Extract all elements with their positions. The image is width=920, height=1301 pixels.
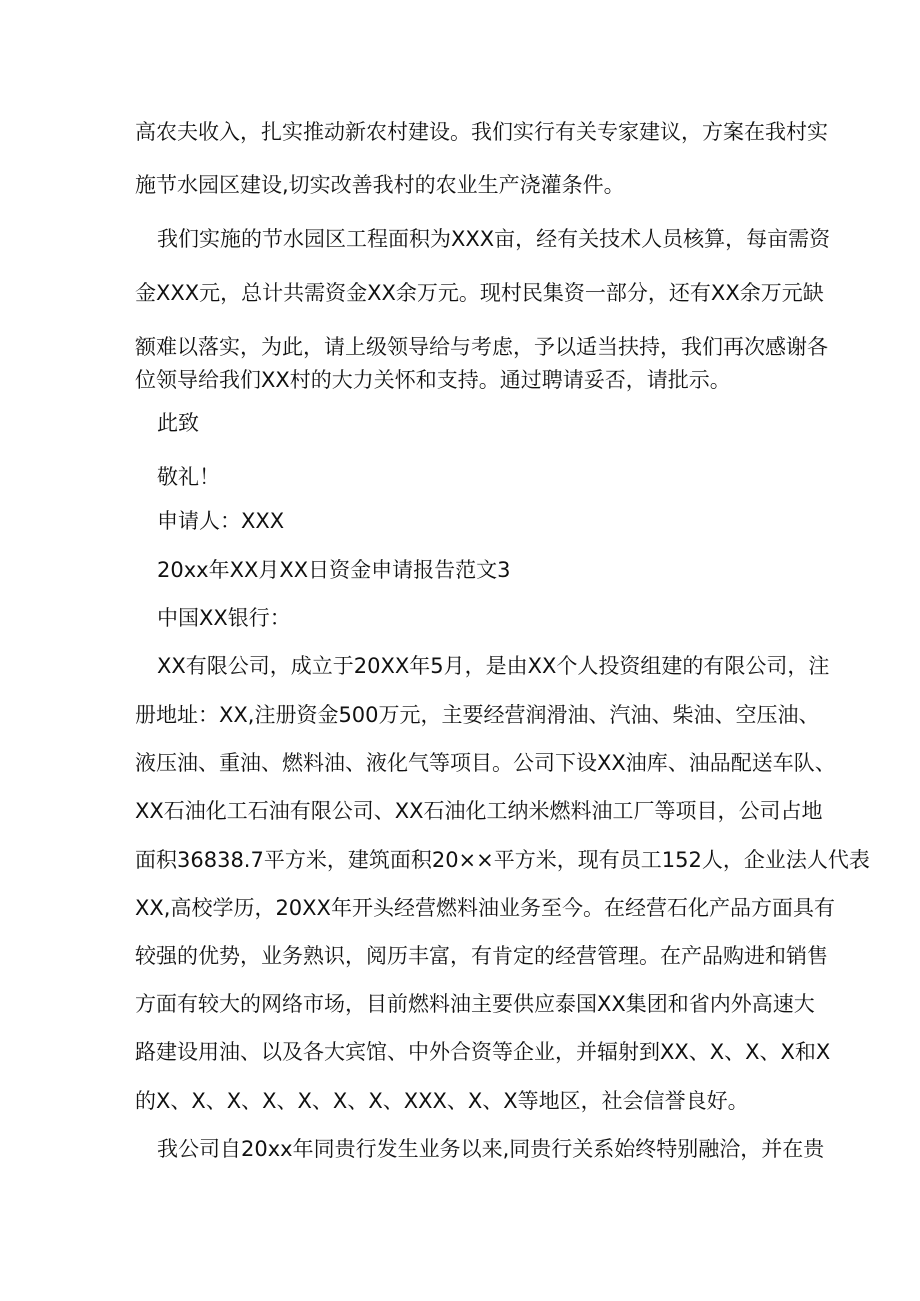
paragraph-line: 我们实施的节水园区工程面积为XXX亩，经有关技术人员核算，每亩需资 xyxy=(157,227,831,251)
applicant-line: 申请人：XXX xyxy=(157,509,285,533)
paragraph-line: 液压油、重油、燃料油、液化气等项目。公司下设XX油库、油品配送车队、 xyxy=(135,751,836,775)
paragraph-line: 金XXX元，总计共需资金XX余万元。现村民集资一部分，还有XX余万元缺 xyxy=(135,281,824,305)
closing-line: 此致 xyxy=(157,411,199,435)
paragraph-line: 高农夫收入，扎实推动新农村建设。我们实行有关专家建议，方案在我村实 xyxy=(135,120,828,144)
paragraph-line: 我公司自20xx年同贵行发生业务以来,同贵行关系始终特别融洽，并在贵 xyxy=(157,1137,825,1161)
paragraph-line: 路建设用油、以及各大宾馆、中外合资等企业，并辐射到XX、X、X、X和X xyxy=(135,1040,831,1064)
recipient-line: 中国XX银行： xyxy=(157,606,291,630)
greeting-line: 敬礼！ xyxy=(157,465,220,489)
paragraph-line: 施节水园区建设,切实改善我村的农业生产浇灌条件。 xyxy=(135,173,625,197)
paragraph-line: 册地址：XX,注册资金500万元，主要经营润滑油、汽油、柴油、空压油、 xyxy=(135,703,820,727)
paragraph-line: XX,高校学历，20XX年开头经营燃料油业务至今。在经营石化产品方面具有 xyxy=(135,896,835,920)
paragraph-line: 面积36838.7平方米，建筑面积20××平方米，现有员工152人，企业法人代表 xyxy=(135,848,870,872)
paragraph-line: 方面有较大的网络市场，目前燃料油主要供应泰国XX集团和省内外高速大 xyxy=(135,992,815,1016)
paragraph-line: XX有限公司，成立于20XX年5月，是由XX个人投资组建的有限公司，注 xyxy=(157,654,830,678)
paragraph-line: 额难以落实，为此，请上级领导给与考虑，予以适当扶持，我们再次感谢各 xyxy=(135,335,828,359)
paragraph-line: 位领导给我们XX村的大力关怀和支持。通过聘请妥否，请批示。 xyxy=(135,368,731,392)
paragraph-line: 较强的优势，业务熟识，阅历丰富，有肯定的经营管理。在产品购进和销售 xyxy=(135,944,828,968)
paragraph-line: 的X、X、X、X、X、X、X、XXX、X、X等地区，社会信誉良好。 xyxy=(135,1089,749,1113)
paragraph-line: XX石油化工石油有限公司、XX石油化工纳米燃料油工厂等项目，公司占地 xyxy=(135,799,823,823)
date-title-line: 20xx年XX月XX日资金申请报告范文3 xyxy=(157,558,511,582)
